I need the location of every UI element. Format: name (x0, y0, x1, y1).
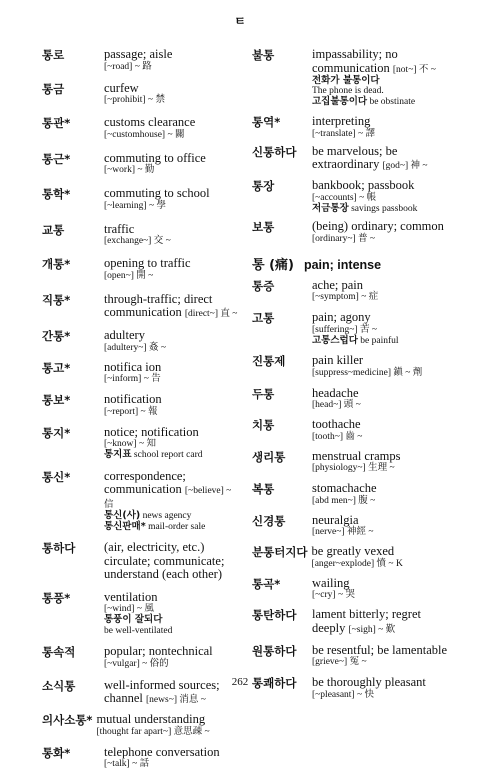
entry-body (96, 713, 240, 738)
definition-line (312, 514, 452, 528)
dictionary-entry (42, 591, 240, 637)
etymology: [exchange~] 交 ~ (104, 236, 240, 247)
definition-line (312, 145, 452, 159)
etymology: [open~] 開 ~ (104, 271, 240, 282)
example-korean: 통지표 (104, 449, 132, 460)
definition-text: be resentful; be lamentable (312, 643, 447, 657)
entry-body (104, 257, 240, 282)
etymology: [~know] ~ 知 (104, 439, 240, 450)
entry-body (104, 223, 240, 248)
entry-headword: 불통 (252, 48, 312, 62)
definition-text: pain killer (312, 353, 363, 367)
etymology: [~road] ~ 路 (104, 62, 240, 73)
example-line (104, 615, 240, 626)
entry-body (312, 545, 452, 570)
definition-line (104, 187, 240, 201)
entry-headword: 분통터지다 (252, 545, 308, 559)
dictionary-entry (42, 116, 240, 141)
example-korean: 전화가 불통이다 (312, 75, 380, 86)
entry-body (312, 311, 452, 346)
example-english: be well-ventilated (104, 626, 172, 636)
etymology: [news~] 消息 ~ (146, 695, 206, 705)
definition-text: (air, electricity, etc.) (104, 540, 204, 554)
dictionary-entry (252, 279, 452, 304)
entry-headword: 신통하다 (252, 145, 312, 159)
entry-headword: 복통 (252, 482, 312, 496)
dictionary-entry (252, 545, 452, 570)
etymology: [anger~explode] 憤 ~ K (312, 559, 452, 570)
entry-headword: 통증 (252, 279, 312, 293)
definition-line (104, 116, 240, 130)
dictionary-entry (252, 577, 452, 602)
entry-headword: 원통하다 (252, 644, 312, 658)
entry-body (104, 746, 240, 770)
entry-body (104, 426, 240, 461)
definition-text: notifica ion (104, 360, 161, 374)
definition-line (104, 470, 240, 484)
entry-body (104, 329, 240, 354)
definition-text: circulate; communicate; (104, 554, 224, 568)
example-korean: 고집불통이다 (312, 96, 367, 107)
entry-body (104, 187, 240, 212)
definition-line (104, 645, 240, 659)
dictionary-entry (252, 387, 452, 412)
entry-body (312, 608, 452, 636)
entry-body (312, 644, 452, 669)
etymology: [tooth~] 齒 ~ (312, 432, 452, 443)
entry-headword: 통금 (42, 82, 104, 96)
entry-headword: 소식통 (42, 679, 104, 693)
definition-text: popular; nontechnical (104, 644, 213, 658)
definition-text: bankbook; passbook (312, 178, 414, 192)
section-heading (252, 258, 452, 273)
definition-text: commuting to school (104, 186, 210, 200)
example-korean: 통풍이 잘되다 (104, 614, 162, 625)
example-english: savings passbook (351, 204, 417, 214)
entry-headword: 통보* (42, 393, 104, 407)
definition-text: lament bitterly; regret (312, 607, 421, 621)
definition-line (104, 746, 240, 760)
example-korean: 고통스럽다 (312, 335, 358, 346)
definition-text: passage; aisle (104, 47, 172, 61)
definition-line (104, 568, 240, 582)
dictionary-entry (252, 354, 452, 379)
example-line (312, 76, 452, 87)
definition-text: curfew (104, 81, 139, 95)
etymology: [abd men~] 腹 ~ (312, 496, 452, 507)
dictionary-entry (252, 220, 452, 245)
definition-text: be greatly vexed (312, 544, 395, 558)
etymology: [~customhouse] ~ 關 (104, 130, 240, 141)
entry-headword: 보통 (252, 220, 312, 234)
definition-text: notice; notification (104, 425, 199, 439)
dictionary-entry (42, 713, 240, 738)
definition-line (104, 692, 240, 706)
entry-body (312, 450, 452, 475)
definition-text: interpreting (312, 114, 370, 128)
definition-line (312, 158, 452, 172)
definition-line (312, 622, 452, 636)
entry-headword: 통고* (42, 361, 104, 375)
etymology: [~wind] ~ 風 (104, 604, 240, 615)
definition-line (312, 644, 452, 658)
definition-text: communication (104, 482, 182, 496)
entry-body (104, 361, 240, 386)
etymology: [~pleasant] ~ 快 (312, 690, 452, 701)
example-english: news agency (143, 511, 192, 521)
entry-body (312, 354, 452, 379)
etymology: [grieve~] 冤 ~ (312, 657, 452, 668)
definition-line (104, 329, 240, 343)
definition-line (104, 426, 240, 440)
dictionary-entry (252, 311, 452, 346)
dictionary-entry (42, 361, 240, 386)
dictionary-entry (42, 329, 240, 354)
dictionary-entry (42, 541, 240, 582)
definition-line (104, 223, 240, 237)
entry-headword: 생리통 (252, 450, 312, 464)
etymology: [suffering~] 苦 ~ (312, 325, 452, 336)
etymology: [~prohibit] ~ 禁 (104, 95, 240, 106)
definition-line (312, 279, 452, 293)
left-column (42, 48, 240, 770)
entry-body (312, 514, 452, 539)
etymology: [thought far apart~] 意思疎 ~ (96, 727, 240, 738)
definition-text: ventilation (104, 590, 157, 604)
example-english: mail-order sale (148, 522, 205, 532)
entry-body (104, 48, 240, 73)
example-line (104, 450, 240, 461)
right-column (252, 48, 452, 701)
entry-headword: 통속적 (42, 645, 104, 659)
entry-body (104, 645, 240, 670)
definition-line (312, 179, 452, 193)
dictionary-entry (252, 644, 452, 669)
entry-headword: 개통* (42, 257, 104, 271)
dictionary-entry (42, 82, 240, 107)
entry-body (104, 591, 240, 637)
definition-text: understand (each other) (104, 567, 222, 581)
example-line (312, 97, 452, 108)
example-english: be obstinate (369, 97, 415, 107)
dictionary-entry (252, 482, 452, 507)
entry-body (104, 152, 240, 177)
definition-line (312, 418, 452, 432)
definition-text: ache; pain (312, 278, 363, 292)
definition-line (104, 361, 240, 375)
dictionary-entry (252, 608, 452, 636)
dictionary-entry (42, 426, 240, 461)
example-line (104, 626, 240, 637)
definition-line (312, 48, 452, 62)
entry-headword: 의사소통* (42, 713, 92, 727)
entry-body (104, 393, 240, 418)
dictionary-entry (252, 145, 452, 173)
definition-text: extraordinary (312, 157, 379, 171)
entry-headword: 고통 (252, 311, 312, 325)
etymology: [head~] 頭 ~ (312, 400, 452, 411)
entry-headword: 통하다 (42, 541, 104, 555)
definition-line (104, 483, 240, 511)
entry-headword: 통풍* (42, 591, 104, 605)
definition-line (104, 48, 240, 62)
entry-headword: 교통 (42, 223, 104, 237)
entry-headword: 통화* (42, 746, 104, 760)
definition-text: adultery (104, 328, 145, 342)
dictionary-entry (252, 48, 452, 107)
etymology: [~talk] ~ 話 (104, 759, 240, 770)
etymology: [~believe] ~ 信 (104, 486, 231, 510)
entry-body (312, 220, 452, 245)
dictionary-entry (42, 152, 240, 177)
etymology: [~report] ~ 報 (104, 407, 240, 418)
definition-line (104, 257, 240, 271)
dictionary-entry (252, 115, 452, 140)
example-english: The phone is dead. (312, 86, 384, 96)
definition-line (312, 545, 452, 559)
definition-text: notification (104, 392, 162, 406)
dictionary-entry (42, 48, 240, 73)
entry-body (104, 293, 240, 321)
dictionary-entry (42, 645, 240, 670)
definition-line (312, 220, 452, 234)
etymology: [~inform] ~ 告 (104, 374, 240, 385)
example-line (312, 204, 452, 215)
dictionary-entry (42, 223, 240, 248)
definition-line (104, 293, 240, 307)
entry-headword: 통학* (42, 187, 104, 201)
definition-text: mutual understanding (96, 712, 205, 726)
etymology: [~sigh] ~ 歎 (348, 625, 395, 635)
entry-headword: 통쾌하다 (252, 676, 312, 690)
entry-headword: 두통 (252, 387, 312, 401)
definition-line (104, 591, 240, 605)
entry-headword: 신경통 (252, 514, 312, 528)
entry-body (312, 279, 452, 304)
entry-body (312, 387, 452, 412)
definition-line (96, 713, 240, 727)
definition-line (312, 354, 452, 368)
definition-text: telephone conversation (104, 745, 220, 759)
entry-body (104, 470, 240, 533)
page-header-letter: ㅌ (0, 12, 480, 29)
etymology: [~vulgar] ~ 俗的 (104, 659, 240, 670)
entry-headword: 간통* (42, 329, 104, 343)
entry-headword: 통근* (42, 152, 104, 166)
etymology: [god~] 神 ~ (382, 161, 427, 171)
etymology: [~cry] ~ 哭 (312, 590, 452, 601)
dictionary-entry (42, 393, 240, 418)
entry-headword: 통로 (42, 48, 104, 62)
entry-headword: 통탄하다 (252, 608, 312, 622)
example-korean: 통신(사) (104, 510, 140, 521)
definition-line (312, 608, 452, 622)
definition-line (312, 62, 452, 76)
dictionary-entry (252, 418, 452, 443)
definition-text: correspondence; (104, 469, 186, 483)
definition-text: customs clearance (104, 115, 195, 129)
definition-line (104, 555, 240, 569)
etymology: [nerve~] 神經 ~ (312, 527, 452, 538)
definition-text: communication (312, 61, 390, 75)
section-headword: 통 (痛) (252, 258, 294, 273)
entry-body (104, 82, 240, 107)
etymology: [physiology~] 生理 ~ (312, 463, 452, 474)
definition-text: be marvelous; be (312, 144, 397, 158)
etymology: [suppress~medicine] 鎭 ~ 劑 (312, 368, 452, 379)
etymology: [~symptom] ~ 症 (312, 292, 452, 303)
entry-body (104, 541, 240, 582)
entry-body (312, 482, 452, 507)
definition-line (312, 311, 452, 325)
dictionary-entry (252, 179, 452, 214)
entry-body (104, 116, 240, 141)
definition-text: be thoroughly pleasant (312, 675, 426, 689)
entry-headword: 치통 (252, 418, 312, 432)
entry-headword: 통신* (42, 470, 104, 484)
entry-body (312, 577, 452, 602)
entry-headword: 직통* (42, 293, 104, 307)
etymology: [not~] 不 ~ (393, 65, 436, 75)
etymology: [~work] ~ 勤 (104, 165, 240, 176)
definition-line (312, 577, 452, 591)
etymology: [~learning] ~ 學 (104, 201, 240, 212)
definition-text: deeply (312, 621, 345, 635)
definition-text: through-traffic; direct (104, 292, 212, 306)
entry-headword: 통역* (252, 115, 312, 129)
dictionary-entry (252, 514, 452, 539)
definition-line (104, 541, 240, 555)
entry-headword: 통곡* (252, 577, 312, 591)
definition-line (312, 387, 452, 401)
definition-text: headache (312, 386, 359, 400)
definition-line (312, 482, 452, 496)
definition-text: neuralgia (312, 513, 359, 527)
entry-body (312, 115, 452, 140)
definition-line (104, 306, 240, 320)
example-line (312, 336, 452, 347)
dictionary-entry (42, 257, 240, 282)
definition-text: toothache (312, 417, 361, 431)
etymology: [~accounts] ~ 帳 (312, 193, 452, 204)
definition-line (104, 152, 240, 166)
section-gloss: pain; intense (304, 258, 381, 272)
example-line (104, 522, 240, 533)
dictionary-entry (42, 187, 240, 212)
definition-line (104, 82, 240, 96)
entry-body (312, 145, 452, 173)
definition-text: channel (104, 691, 143, 705)
definition-text: well-informed sources; (104, 678, 220, 692)
example-korean: 통신판매* (104, 521, 146, 532)
definition-text: traffic (104, 222, 134, 236)
entry-body (312, 48, 452, 107)
definition-text: commuting to office (104, 151, 206, 165)
etymology: [adultery~] 姦 ~ (104, 343, 240, 354)
definition-text: opening to traffic (104, 256, 191, 270)
definition-line (104, 393, 240, 407)
entry-headword: 통관* (42, 116, 104, 130)
example-korean: 저금통장 (312, 203, 349, 214)
entry-body (312, 179, 452, 214)
etymology: [direct~] 直 ~ (185, 309, 237, 319)
definition-text: pain; agony (312, 310, 371, 324)
entry-body (312, 418, 452, 443)
definition-line (312, 450, 452, 464)
etymology: [~translate] ~ 譯 (312, 129, 452, 140)
dictionary-entry (42, 746, 240, 770)
entry-headword: 진통제 (252, 354, 312, 368)
definition-text: menstrual cramps (312, 449, 401, 463)
definition-text: wailing (312, 576, 350, 590)
example-english: school report card (134, 450, 203, 460)
definition-text: impassability; no (312, 47, 398, 61)
entry-headword: 통지* (42, 426, 104, 440)
entry-headword: 통장 (252, 179, 312, 193)
page-number: 262 (0, 676, 480, 688)
etymology: [ordinary~] 普 ~ (312, 234, 452, 245)
dictionary-entry (42, 470, 240, 533)
definition-text: communication (104, 305, 182, 319)
definition-text: (being) ordinary; common (312, 219, 444, 233)
definition-text: stomachache (312, 481, 377, 495)
dictionary-entry (42, 293, 240, 321)
example-english: be painful (360, 336, 398, 346)
definition-line (312, 115, 452, 129)
dictionary-entry (252, 450, 452, 475)
